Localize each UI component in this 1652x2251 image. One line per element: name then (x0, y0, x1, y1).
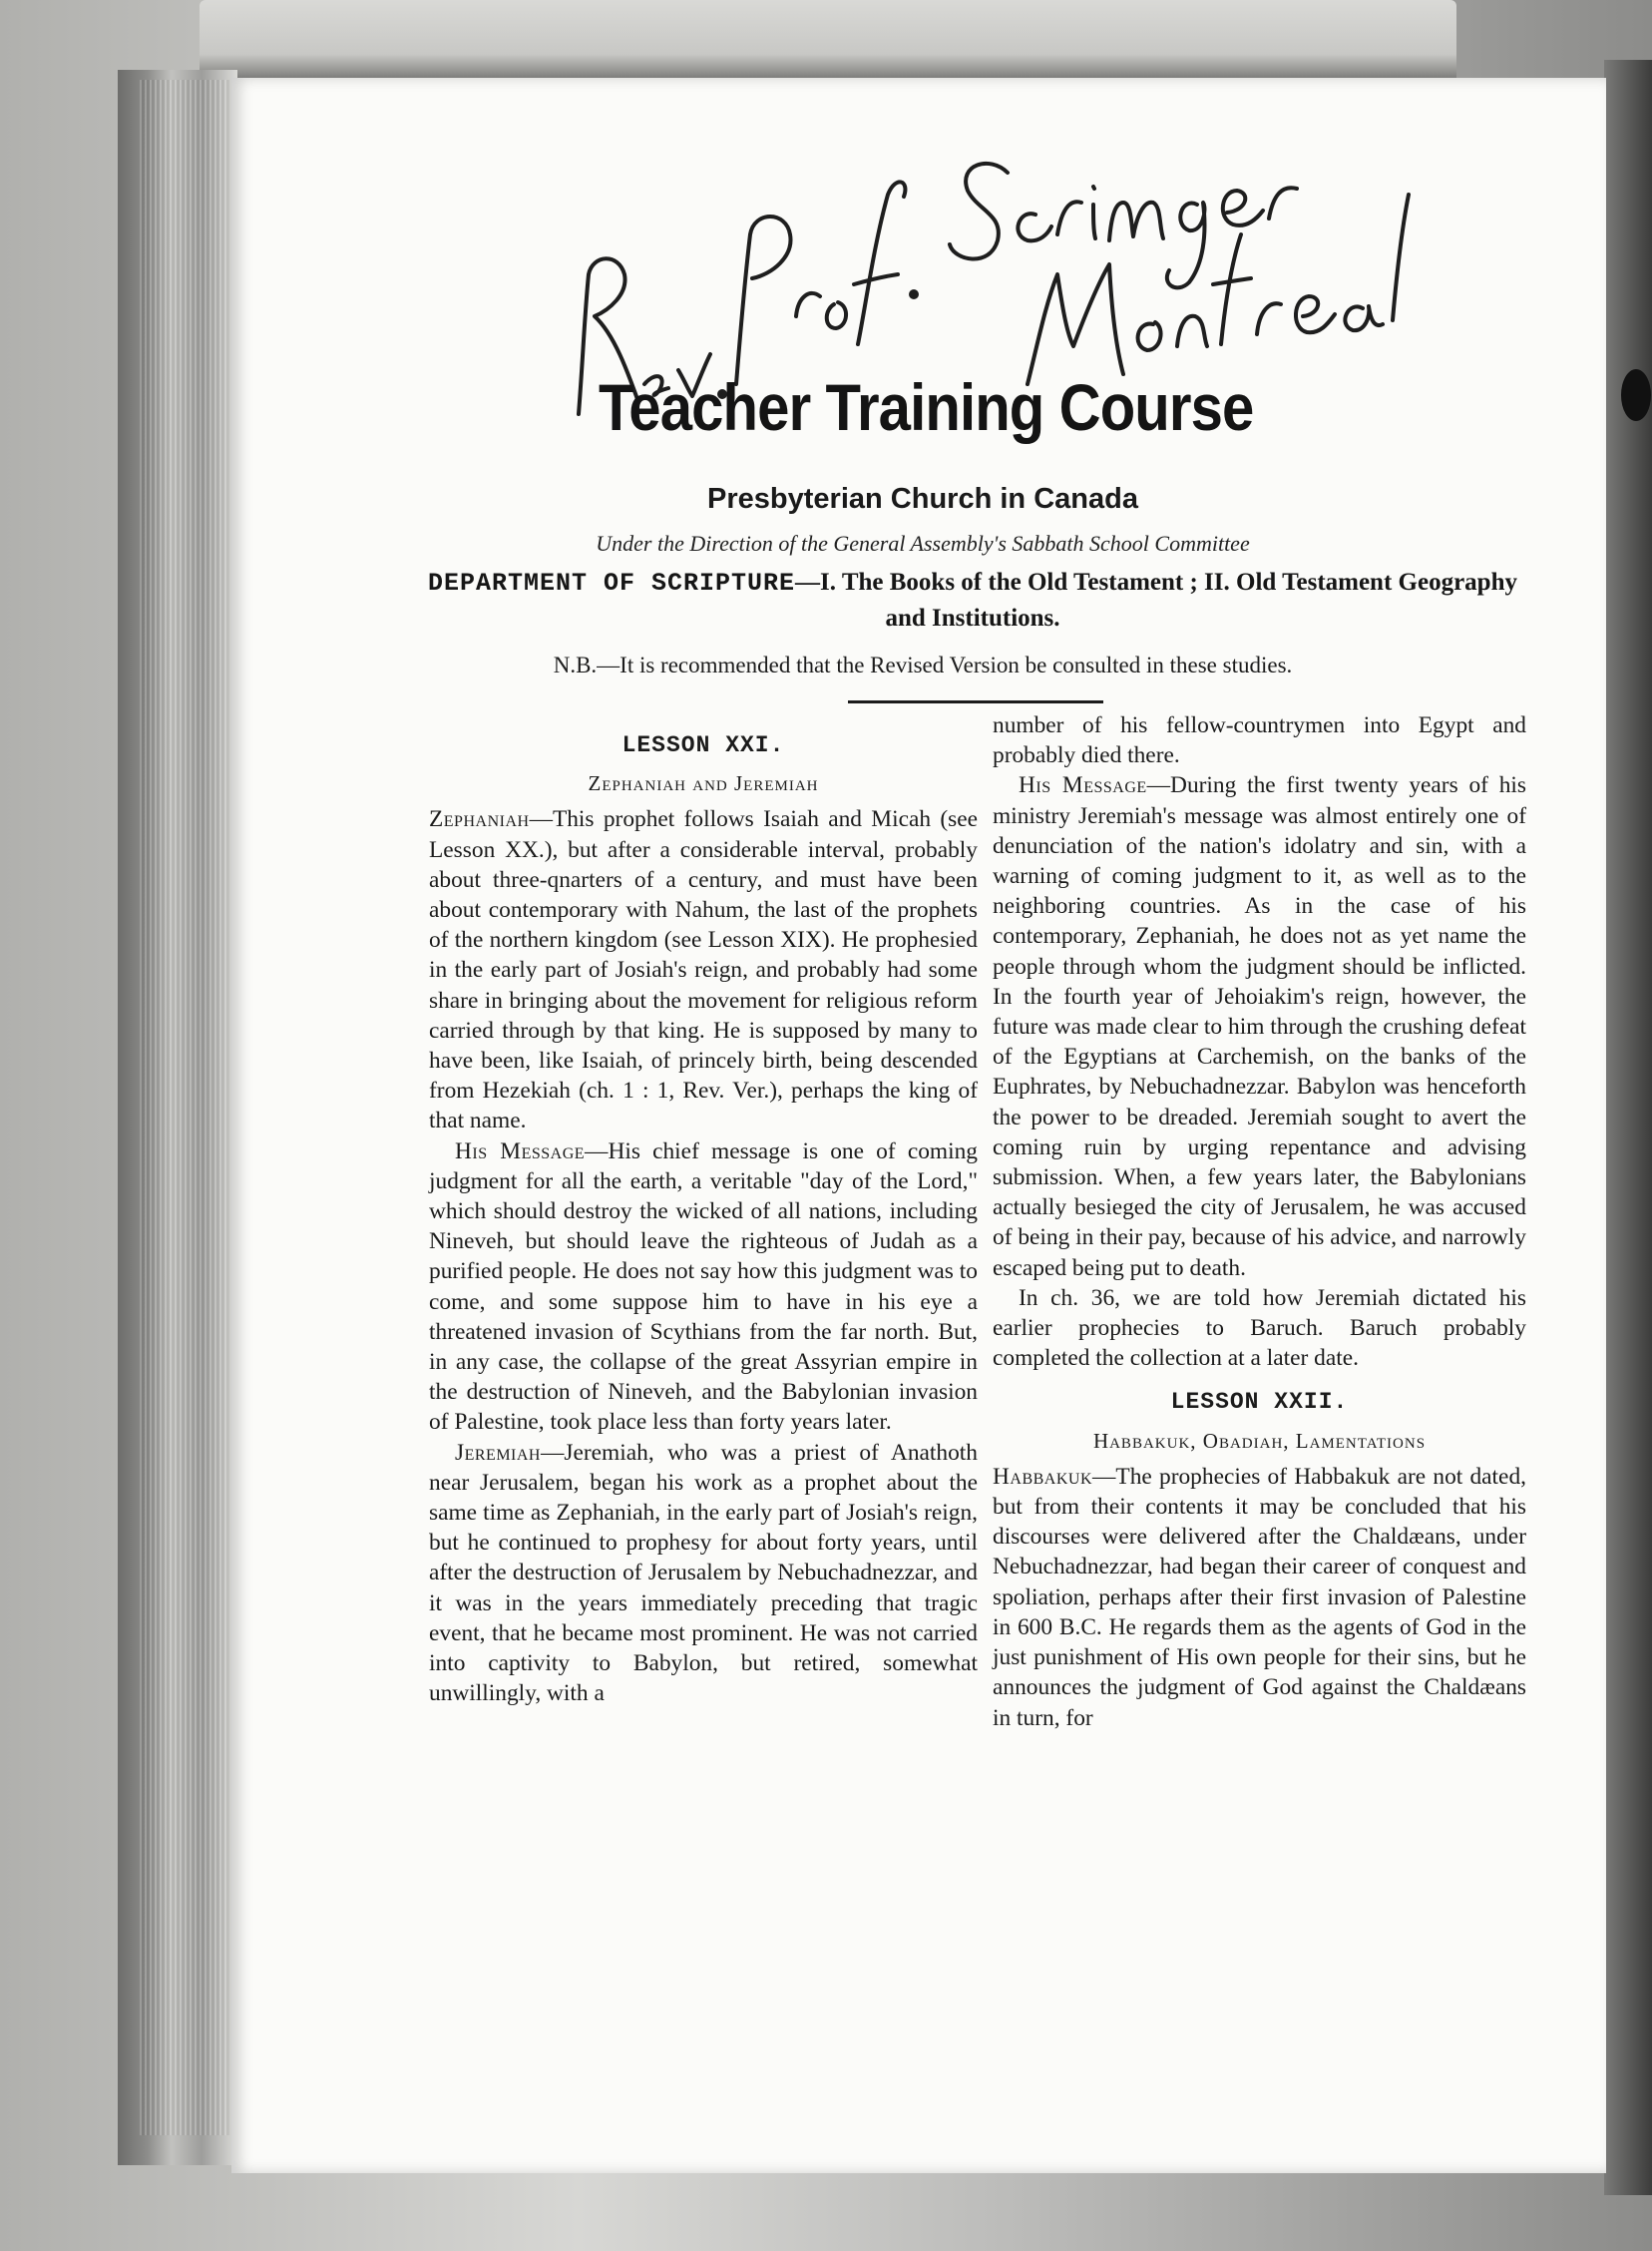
paragraph-lead: His Message (1019, 772, 1147, 799)
lesson-22-para-1 (993, 1462, 1526, 1733)
lesson-21-subheading: Zephaniah and Jeremiah (588, 771, 819, 796)
lesson-21-para-4 (993, 770, 1526, 1282)
section-rule (848, 700, 1103, 703)
committee-line: Under the Direction of the General Assembly's Sabbath School Committee (596, 531, 1250, 556)
paragraph-lead: Zephaniah (429, 806, 530, 833)
lesson-21-para-2 (429, 1136, 978, 1438)
paragraph-text: —His chief message is one of coming judgment for all the earth, a veritable "day of the Lord," which should destroy the wicked of all nations, including Nineveh, but should leave the righteous of Judah as a purified people. He does not say how this judgment was to come, and some suppose him to have in his eye a threatened invasion of Scythians from the far north. But, in any case, the collapse of the great Assyrian empire in the destruction of Nineveh, and the Babylonian invasion of Palestine, took place less than forty years later. (429, 1137, 978, 1436)
paragraph-lead: Jeremiah (455, 1439, 541, 1466)
church-name: Presbyterian Church in Canada (707, 483, 1138, 515)
right-column (993, 710, 1526, 1733)
lesson-22-subheading: Habbakuk, Obadiah, Lamentations (1092, 1428, 1427, 1453)
paragraph-text: —The prophecies of Habbakuk are not dated, but from their contents it may be concluded that his discourses were delivered after the Chaldæans, under Nebuchadnezzar, had began their career of conquest and spoliation, perhaps after their first invasion of Palestine in 600 B.C. He regards them as the agents of God in the just punishment of His own people for their sins, but he announces the judgment of God against the Chaldæans in turn, for (993, 1463, 1526, 1731)
page-title: Teacher Training Course (599, 370, 1254, 444)
nb-note: N.B.—It is recommended that the Revised Version be consulted in these studies. (553, 653, 1293, 677)
lesson-21-para-3 (429, 1438, 978, 1709)
lesson-22-heading: LESSON XXII. (1170, 1389, 1349, 1416)
spacer (993, 1373, 1526, 1387)
paragraph-text: —During the first twenty years of his ministry Jeremiah's message was almost entirely one of denunciation of the nation's idolatry and sin, with a warning of coming judgment to it, as well as to the neighboring countries. As in the case of his contemporary, Zephaniah, he does not as yet name the people through whom the judgment should be inflicted. In the fourth year of Jehoiakim's reign, however, the future was made clear to him through the crushing defeat of the Egyptians at Carchemish, on the banks of the Euphrates, by Nebuchadnezzar. Babylon was henceforth the power to be dreaded. Jeremiah sought to avert the coming ruin by urging repentance and advising submission. When, a few years later, the Babylonians actually besieged the city of Jerusalem, he was accused of being in their pay, because of his advice, and narrowly escaped being put to death. (993, 772, 1527, 1281)
department-text: —I. The Books of the Old Testament ; II. Old Testament Geography and Institutions. (795, 569, 1517, 632)
paragraph-text: —Jeremiah, who was a priest of Anathoth near Jerusalem, began his work as a prophet about the same time as Zephaniah, in the early part of Josiah's reign, but he continued to prophesy for about forty years, until after the destruction of Jerusalem by Nebuchadnezzar, and it was in the years immediately preceding that tragic event, that he became most prominent. He was not carried into captivity to Babylon, but retired, somewhat unwillingly, with a (429, 1439, 978, 1707)
page-edges (140, 80, 229, 2135)
paragraph-lead: Habbakuk (993, 1463, 1093, 1490)
lesson-21-para-3-continued: number of his fellow-countrymen into Egypt and probably died there. (993, 712, 1526, 769)
left-column (429, 730, 978, 1709)
department-heading (409, 565, 1536, 636)
department-label: DEPARTMENT OF SCRIPTURE (427, 569, 796, 598)
lesson-21-para-5: In ch. 36, we are told how Jeremiah dictated his earlier prophecies to Baruch. Baruch probably completed the collection at a later date. (993, 1284, 1526, 1372)
paragraph-lead: His Message (455, 1137, 586, 1164)
lesson-21-para-1 (429, 804, 978, 1135)
book-top-edge (200, 0, 1456, 90)
punch-hole (1621, 369, 1651, 421)
lesson-21-heading: LESSON XXI. (621, 732, 785, 758)
paragraph-text: —This prophet follows Isaiah and Micah (see Lesson XX.), but after a considerable interval, probably about three-qnarters of a century, and must have been about contemporary with Nahum, the last of the prophets of the northern kingdom (see Lesson XIX). He prophesied in the early part of Josiah's reign, and probably had some share in bringing about the movement for religious reform carried through by that king. He is supposed by many to have been, like Isaiah, of princely birth, being descended from Hezekiah (ch. 1 : 1, Rev. Ver.), perhaps the king of that name. (429, 806, 978, 1134)
